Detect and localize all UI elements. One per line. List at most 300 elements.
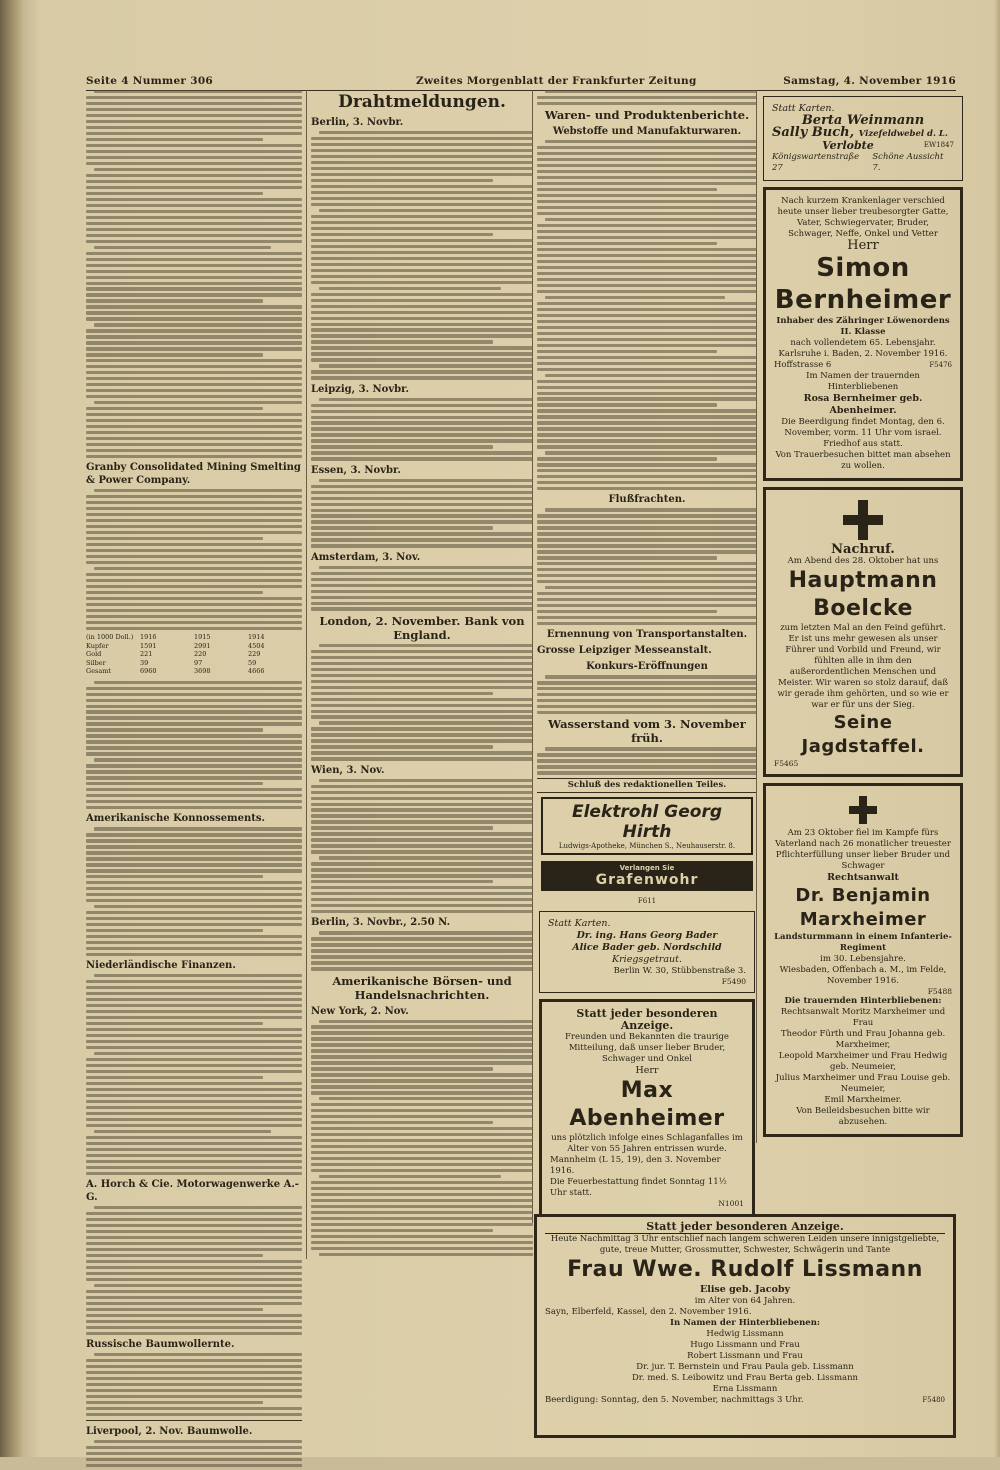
text-line — [311, 221, 533, 224]
text-line — [86, 863, 302, 866]
text-line — [86, 1272, 302, 1275]
text-block — [86, 827, 302, 956]
text-line — [311, 149, 533, 152]
ad-deceased-name: Max Abenheimer — [569, 1077, 725, 1131]
text-line — [86, 1395, 302, 1398]
text-line — [311, 514, 533, 517]
text-line — [537, 687, 757, 690]
text-line — [86, 228, 302, 231]
table-cell: 6960 — [140, 667, 157, 676]
text-line — [86, 603, 302, 606]
text-line — [537, 224, 757, 227]
text-line — [86, 507, 302, 510]
text-line — [311, 1217, 533, 1220]
text-line — [311, 1073, 533, 1076]
text-line — [537, 200, 757, 203]
ad-line: Am Abend des 28. Oktober hat uns — [787, 556, 939, 566]
text-line — [319, 1175, 501, 1178]
ad-line: Theodor Fürth und Frau Johanna geb. Marxheimer, — [780, 1029, 946, 1050]
article-heading: Wien, 3. Nov. — [311, 764, 385, 776]
text-line — [537, 326, 757, 329]
ad-line: Dr. med. S. Leibowitz und Frau Berta geb. Lissmann — [631, 1373, 859, 1383]
text-line — [86, 1377, 302, 1380]
text-line — [86, 573, 302, 576]
text-line — [86, 869, 302, 872]
text-line — [86, 561, 302, 564]
text-line — [86, 1401, 263, 1404]
text-line — [94, 1052, 302, 1055]
text-line — [537, 248, 757, 251]
table-cell: Silber — [86, 658, 106, 667]
text-line — [86, 395, 302, 398]
ad-line: Die trauernden Hinterbliebenen: — [784, 996, 942, 1006]
ad-deceased-name: Hauptmann Boelcke — [788, 568, 938, 621]
ad-code: N1001 — [718, 1198, 744, 1208]
text-line — [545, 296, 725, 299]
text-line — [86, 264, 302, 267]
article-heading: London, 2. November. Bank von England. — [319, 613, 525, 642]
text-line — [86, 770, 302, 773]
ad-line: Vizefeldwebel d. L. — [858, 129, 948, 139]
table-cell: Gesamt — [86, 667, 112, 676]
text-line — [537, 350, 717, 353]
text-line — [537, 421, 757, 424]
text-line — [311, 698, 533, 701]
ad-deceased-name: Simon Bernheimer — [774, 253, 952, 315]
text-line — [86, 240, 302, 243]
text-line — [319, 209, 533, 212]
text-line — [537, 409, 757, 412]
text-line — [311, 433, 533, 436]
text-line — [537, 711, 757, 714]
text-line — [537, 164, 757, 167]
ad-line: im Alter von 64 Jahren. — [694, 1296, 796, 1306]
text-block — [311, 1020, 533, 1257]
text-line — [86, 597, 302, 600]
text-line — [311, 751, 533, 754]
column-2 — [306, 90, 533, 1259]
text-line — [545, 586, 757, 589]
ad-line: Rechtsanwalt — [827, 872, 899, 883]
text-line — [311, 485, 533, 488]
text-line — [311, 880, 493, 883]
text-line — [537, 445, 757, 448]
table-row — [86, 659, 302, 668]
text-line — [319, 479, 533, 482]
text-line — [311, 590, 533, 593]
text-line — [311, 832, 533, 835]
text-line — [86, 156, 302, 159]
text-line — [537, 368, 757, 371]
text-line — [537, 475, 757, 478]
text-line — [311, 1187, 533, 1190]
text-line — [86, 144, 302, 147]
text-line — [86, 1359, 302, 1362]
text-block — [311, 131, 533, 380]
text-line — [311, 538, 533, 541]
text-line — [311, 1211, 533, 1214]
text-line — [311, 334, 533, 337]
text-line — [311, 1157, 533, 1160]
text-line — [311, 275, 533, 278]
ad-line: Herr — [635, 1064, 659, 1076]
text-line — [537, 158, 757, 161]
ad-pre: Statt Karten. — [772, 103, 835, 114]
column-3 — [532, 90, 757, 1223]
text-line — [537, 562, 757, 565]
ad-marxheimer — [763, 783, 963, 1137]
text-line — [86, 1278, 302, 1281]
text-line — [86, 258, 302, 261]
text-line — [86, 986, 302, 989]
text-line — [537, 308, 757, 311]
text-line — [86, 192, 263, 195]
article-heading: Grosse Leipziger Messeanstalt. — [537, 645, 712, 657]
text-line — [311, 215, 533, 218]
text-line — [311, 1025, 533, 1028]
ad-bader — [539, 911, 755, 993]
text-line — [311, 167, 533, 170]
text-line — [537, 362, 757, 365]
text-line — [311, 910, 533, 913]
text-line — [537, 520, 757, 523]
table-cell: (in 1000 Doll.) — [86, 633, 134, 642]
text-line — [311, 281, 533, 284]
text-line — [86, 1154, 302, 1157]
text-block — [86, 1206, 302, 1335]
ad-grafenwohr-name: Grafenwohr — [595, 871, 699, 888]
ad-deceased-name: Dr. Benjamin Marxheimer — [795, 885, 931, 930]
text-line — [319, 856, 533, 859]
text-line — [86, 305, 302, 308]
text-line — [86, 359, 302, 362]
text-line — [319, 566, 533, 569]
text-line — [319, 287, 501, 290]
text-line — [537, 699, 757, 702]
text-line — [311, 352, 533, 355]
text-line — [311, 1127, 533, 1130]
table-cell: 4666 — [248, 667, 265, 676]
text-line — [311, 1169, 533, 1172]
text-line — [86, 833, 302, 836]
article-heading: A. Horch & Cie. Motorwagenwerke A.-G. — [86, 1178, 299, 1203]
text-line — [311, 544, 533, 547]
text-line — [86, 102, 302, 105]
text-line — [86, 162, 302, 165]
text-line — [86, 1266, 302, 1269]
ad-abenheimer — [539, 999, 755, 1217]
text-line — [311, 1193, 533, 1196]
text-line — [311, 245, 533, 248]
text-line — [86, 1320, 302, 1323]
column-4 — [756, 90, 965, 1143]
text-line — [86, 1136, 302, 1139]
text-line — [94, 758, 302, 761]
text-line — [537, 320, 757, 323]
text-line — [311, 584, 533, 587]
text-line — [86, 449, 302, 452]
text-line — [311, 173, 533, 176]
text-line — [311, 745, 493, 748]
text-line — [86, 1172, 302, 1175]
text-line — [86, 693, 302, 696]
text-line — [311, 1199, 533, 1202]
text-line — [86, 513, 302, 516]
text-line — [86, 138, 263, 141]
column-1 — [86, 90, 302, 1470]
text-line — [311, 491, 533, 494]
text-line — [86, 1326, 302, 1329]
text-line — [94, 974, 302, 977]
masthead: Zweites Morgenblatt der Frankfurter Zeitung — [416, 75, 697, 87]
text-line — [537, 765, 757, 768]
text-line — [86, 1088, 302, 1091]
table-cell: 39 — [140, 658, 149, 667]
article-heading: Russische Baumwollernte. — [86, 1338, 235, 1350]
text-line — [86, 96, 302, 99]
text-line — [311, 161, 533, 164]
text-line — [311, 704, 533, 707]
text-line — [86, 276, 302, 279]
text-line — [311, 967, 533, 970]
text-line — [86, 1076, 263, 1079]
text-line — [319, 1253, 533, 1256]
table-row — [86, 667, 302, 676]
text-line — [537, 403, 717, 406]
text-line — [86, 150, 302, 153]
text-line — [86, 132, 302, 135]
ad-line: Schöne Aussicht 7. — [872, 152, 944, 173]
text-line — [545, 508, 757, 511]
text-line — [311, 1067, 493, 1070]
text-line — [311, 686, 533, 689]
text-line — [311, 457, 533, 460]
text-line — [537, 182, 757, 185]
text-block — [86, 90, 302, 458]
text-line — [545, 374, 757, 377]
ad-code: F611 — [637, 896, 657, 905]
text-line — [311, 197, 533, 200]
text-line — [86, 980, 302, 983]
text-line — [86, 1022, 263, 1025]
text-line — [86, 282, 302, 285]
text-line — [311, 844, 533, 847]
table-cell: 1914 — [248, 633, 265, 642]
text-line — [311, 650, 533, 653]
text-line — [545, 747, 757, 750]
text-line — [537, 487, 757, 490]
text-block — [537, 508, 757, 625]
text-line — [545, 675, 757, 678]
text-line — [86, 495, 302, 498]
text-line — [86, 1142, 302, 1145]
ad-code: F5488 — [927, 987, 952, 996]
text-line — [86, 186, 302, 189]
text-line — [311, 961, 533, 964]
text-line — [86, 407, 263, 410]
ad-line: Sayn, Elberfeld, Kassel, den 2. November 1916. — [545, 1307, 752, 1317]
text-line — [86, 998, 302, 1001]
text-line — [86, 555, 302, 558]
text-line — [86, 1082, 302, 1085]
text-line — [86, 881, 302, 884]
text-line — [86, 1413, 302, 1416]
article-heading: Amsterdam, 3. Nov. — [311, 551, 421, 563]
text-line — [86, 501, 302, 504]
text-block — [86, 1353, 302, 1416]
text-line — [537, 463, 757, 466]
text-line — [86, 1452, 302, 1455]
text-line — [319, 779, 533, 782]
text-line — [86, 705, 302, 708]
text-line — [311, 293, 533, 296]
text-line — [311, 1247, 533, 1250]
text-line — [545, 90, 757, 93]
iron-cross-icon — [849, 796, 877, 824]
text-line — [86, 1124, 302, 1127]
ad-code: F5476 — [929, 361, 952, 369]
text-line — [86, 923, 302, 926]
text-line — [537, 380, 757, 383]
text-line — [311, 662, 533, 665]
text-line — [311, 451, 533, 454]
text-line — [86, 437, 302, 440]
text-line — [86, 216, 302, 219]
text-line — [86, 383, 302, 386]
text-line — [537, 332, 757, 335]
text-line — [311, 727, 533, 730]
text-line — [537, 266, 757, 269]
text-line — [311, 445, 493, 448]
text-line — [537, 392, 757, 395]
text-line — [86, 1058, 302, 1061]
text-line — [311, 943, 533, 946]
ad-line: Landsturmmann in einem Infanterie-Regiment — [774, 932, 952, 953]
text-line — [86, 752, 302, 755]
table-row — [86, 642, 302, 651]
text-line — [311, 814, 533, 817]
text-line — [311, 305, 533, 308]
ad-code: F5480 — [922, 1396, 945, 1404]
text-line — [86, 174, 302, 177]
text-line — [319, 644, 533, 647]
text-line — [319, 931, 533, 934]
text-line — [537, 598, 757, 601]
page-edge — [994, 0, 1000, 1457]
text-line — [94, 567, 302, 570]
text-line — [86, 425, 302, 428]
text-line — [319, 1097, 533, 1100]
text-line — [537, 771, 757, 774]
ad-pre: Statt jeder besonderen Anzeige. — [576, 1006, 718, 1032]
text-line — [86, 1010, 302, 1013]
text-line — [311, 874, 533, 877]
text-line — [86, 180, 302, 183]
text-line — [545, 140, 757, 143]
text-line — [311, 607, 533, 610]
text-line — [86, 1254, 263, 1257]
text-line — [537, 580, 757, 583]
text-line — [94, 1353, 302, 1356]
text-line — [86, 1070, 302, 1073]
text-line — [537, 439, 757, 442]
text-line — [537, 102, 757, 105]
divider — [86, 1420, 302, 1421]
text-line — [86, 740, 302, 743]
text-line — [86, 531, 302, 534]
text-line — [311, 346, 533, 349]
text-line — [94, 246, 271, 249]
ad-line: Mannheim (L 15, 19), den 3. November 1916. — [550, 1154, 721, 1176]
text-line — [537, 526, 757, 529]
ad-line: Hugo Lissmann und Frau — [690, 1340, 800, 1350]
ad-line: Er ist uns mehr gewesen als unser Führer und Vorbild und Freund, wir fühlten alle in ihm den außerordentlichen Menschen und Meister. Wir waren so stolz darauf, daß wir gerade ihm gehörten, und so wie er war er für uns der Sieg. — [777, 634, 949, 710]
article-heading: Wasserstand vom 3. November früh. — [548, 717, 746, 746]
text-line — [86, 1118, 302, 1121]
text-line — [311, 1037, 533, 1040]
text-line — [319, 131, 533, 134]
text-line — [311, 674, 533, 677]
text-line — [311, 376, 533, 379]
text-line — [86, 699, 302, 702]
text-line — [86, 1106, 302, 1109]
text-line — [311, 886, 533, 889]
text-line — [311, 1091, 533, 1094]
text-line — [86, 413, 302, 416]
ad-bernheimer — [763, 187, 963, 481]
text-line — [94, 827, 302, 830]
text-line — [86, 1046, 302, 1049]
text-line — [86, 537, 263, 540]
text-line — [537, 397, 757, 400]
text-line — [311, 239, 533, 242]
text-line — [537, 146, 757, 149]
text-line — [86, 1094, 302, 1097]
text-line — [311, 785, 533, 788]
text-line — [319, 364, 533, 367]
ad-line: Hedwig Lissmann — [706, 1329, 784, 1339]
text-line — [311, 826, 493, 829]
text-line — [311, 416, 533, 419]
text-line — [319, 398, 533, 401]
ad-line: Berta Weinmann — [801, 113, 925, 128]
ad-line: nach vollendetem 65. Lebensjahr. — [790, 338, 936, 348]
text-line — [311, 439, 533, 442]
text-line — [94, 489, 302, 492]
text-line — [86, 431, 302, 434]
text-line — [86, 1407, 302, 1410]
text-line — [86, 806, 302, 809]
text-line — [537, 427, 757, 430]
text-line — [537, 457, 717, 460]
text-line — [311, 257, 533, 260]
ad-line: Emil Marxheimer. — [824, 1095, 902, 1105]
text-line — [86, 1314, 302, 1317]
text-line — [311, 1181, 533, 1184]
article-heading: Amerikanische Konnossements. — [86, 813, 265, 825]
ad-line: Hoffstrasse 6 — [774, 360, 832, 370]
text-line — [86, 371, 302, 374]
text-line — [86, 615, 302, 618]
text-line — [86, 222, 302, 225]
text-line — [86, 585, 302, 588]
text-line — [311, 1139, 533, 1142]
text-line — [537, 556, 717, 559]
text-line — [311, 862, 533, 865]
text-line — [311, 868, 533, 871]
text-line — [86, 992, 302, 995]
text-line — [94, 168, 302, 171]
